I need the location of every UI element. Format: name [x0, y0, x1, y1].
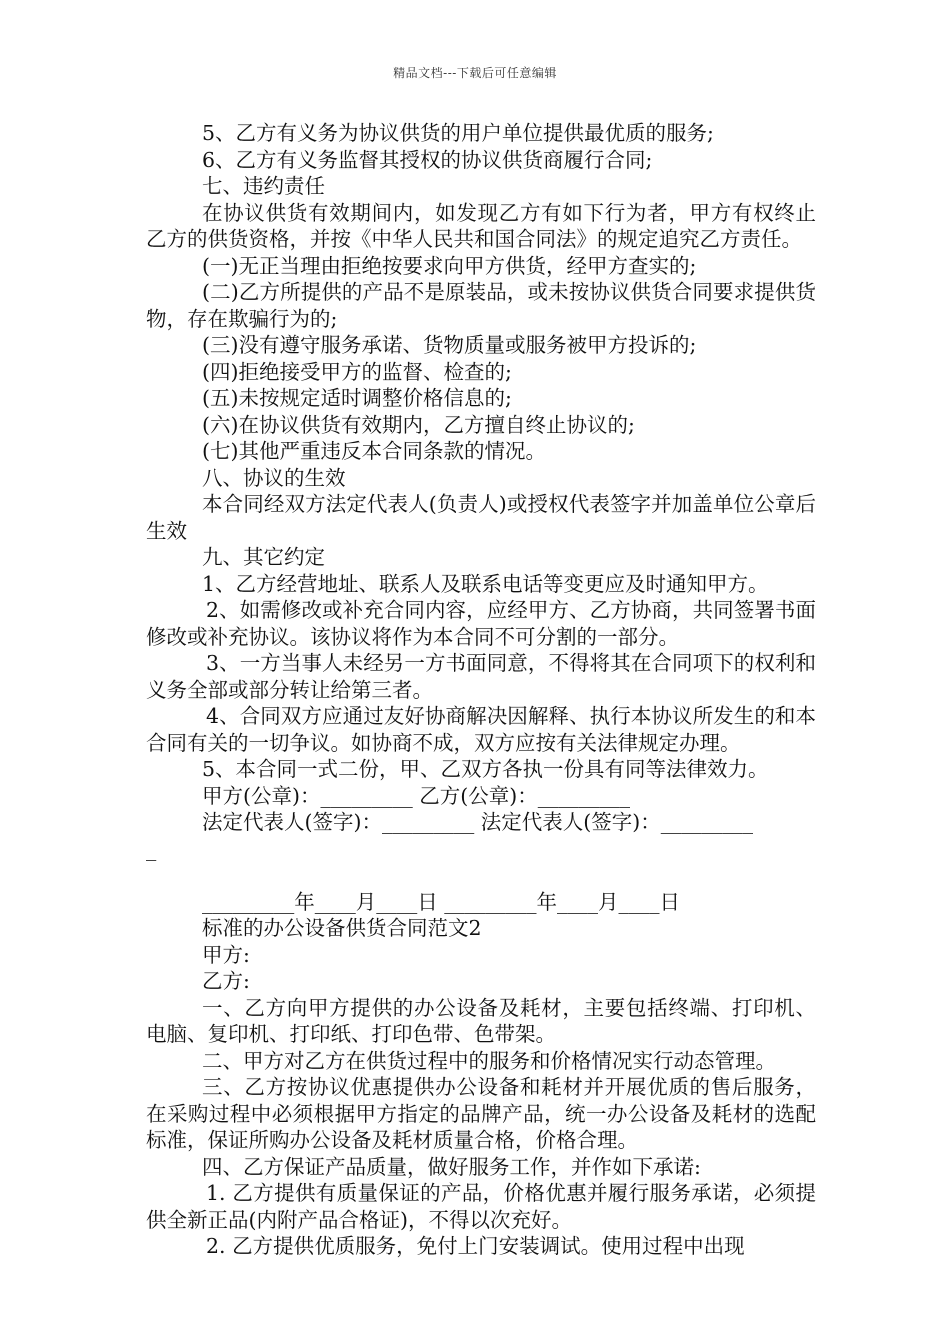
paragraph: (五)未按规定适时调整价格信息的;: [202, 386, 512, 410]
paragraph: 三、乙方按协议优惠提供办公设备和耗材并开展优质的售后服务，在采购过程中必须根据甲方指定的品牌产品，统一办公设备及耗材的选配标准，保证所购办公设备及耗材质量合格，价格合理。: [146, 1075, 816, 1152]
paragraph: 3、一方当事人未经另一方书面同意，不得将其在合同项下的权利和义务全部或部分转让给第三者。: [146, 651, 816, 702]
paragraph: 标准的办公设备供货合同范文2: [202, 916, 482, 940]
paragraph: 二、甲方对乙方在供货过程中的服务和价格情况实行动态管理。: [202, 1048, 776, 1073]
paragraph: 在协议供货有效期间内，如发现乙方有如下行为者，甲方有权终止乙方的供货资格，并按《中华人民共和国合同法》的规定追究乙方责任。: [146, 200, 816, 251]
paragraph: _: [146, 836, 157, 861]
paragraph: 甲方:: [202, 942, 250, 967]
paragraph: 4、合同双方应通过友好协商解决因解释、执行本协议所发生的和本合同有关的一切争议。如协商不成，双方应按有关法律规定办理。: [146, 704, 816, 755]
paragraph: (六)在协议供货有效期内，乙方擅自终止协议的;: [202, 412, 635, 437]
blank-line: [146, 862, 816, 889]
paragraph: 八、协议的生效: [202, 465, 346, 490]
paragraph: _________年____月____日 _________年____月____日: [202, 889, 681, 914]
paragraph: 甲方(公章)：_________ 乙方(公章)：_________: [202, 783, 631, 808]
paragraph: 四、乙方保证产品质量，做好服务工作，并作如下承诺:: [202, 1154, 701, 1179]
paragraph: 本合同经双方法定代表人(负责人)或授权代表签字并加盖单位公章后生效: [146, 492, 816, 543]
paragraph: 2、如需修改或补充合同内容，应经甲方、乙方协商，共同签署书面修改或补充协议。该协议将作为本合同不可分割的一部分。: [146, 598, 816, 649]
paragraph: 5、乙方有义务为协议供货的用户单位提供最优质的服务;: [202, 121, 714, 145]
paragraph: 6、乙方有义务监督其授权的协议供货商履行合同;: [202, 147, 653, 172]
paragraph: (三)没有遵守服务承诺、货物质量或服务被甲方投诉的;: [202, 333, 697, 357]
paragraph: 一、乙方向甲方提供的办公设备及耗材，主要包括终端、打印机、电脑、复印机、打印纸、打印色带、色带架。: [146, 995, 816, 1046]
paragraph: 法定代表人(签字)：_________ 法定代表人(签字)：_________: [202, 810, 754, 834]
page-header: 精品文档---下载后可任意编辑: [393, 66, 557, 80]
paragraph: 七、违约责任: [202, 174, 325, 198]
paragraph: 1、乙方经营地址、联系人及联系电话等变更应及时通知甲方。: [202, 571, 769, 596]
paragraph: 九、其它约定: [202, 545, 325, 569]
paragraph: 乙方:: [202, 969, 250, 993]
paragraph: (四)拒绝接受甲方的监督、检查的;: [202, 359, 512, 384]
paragraph: (二)乙方所提供的产品不是原装品，或未按协议供货合同要求提供货物，存在欺骗行为的;: [146, 280, 816, 331]
paragraph: (一)无正当理由拒绝按要求向甲方供货，经甲方查实的;: [202, 253, 697, 278]
paragraph: 5、本合同一式二份，甲、乙双方各执一份具有同等法律效力。: [202, 757, 769, 781]
paragraph: 2. 乙方提供优质服务，免付上门安装调试。使用过程中出现: [206, 1234, 745, 1258]
document-body: [146, 120, 816, 1260]
paragraph: (七)其他严重违反本合同条款的情况。: [202, 439, 546, 463]
paragraph: 1. 乙方提供有质量保证的产品，价格优惠并履行服务承诺，必须提供全新正品(内附产品合格证)，不得以次充好。: [146, 1181, 816, 1232]
